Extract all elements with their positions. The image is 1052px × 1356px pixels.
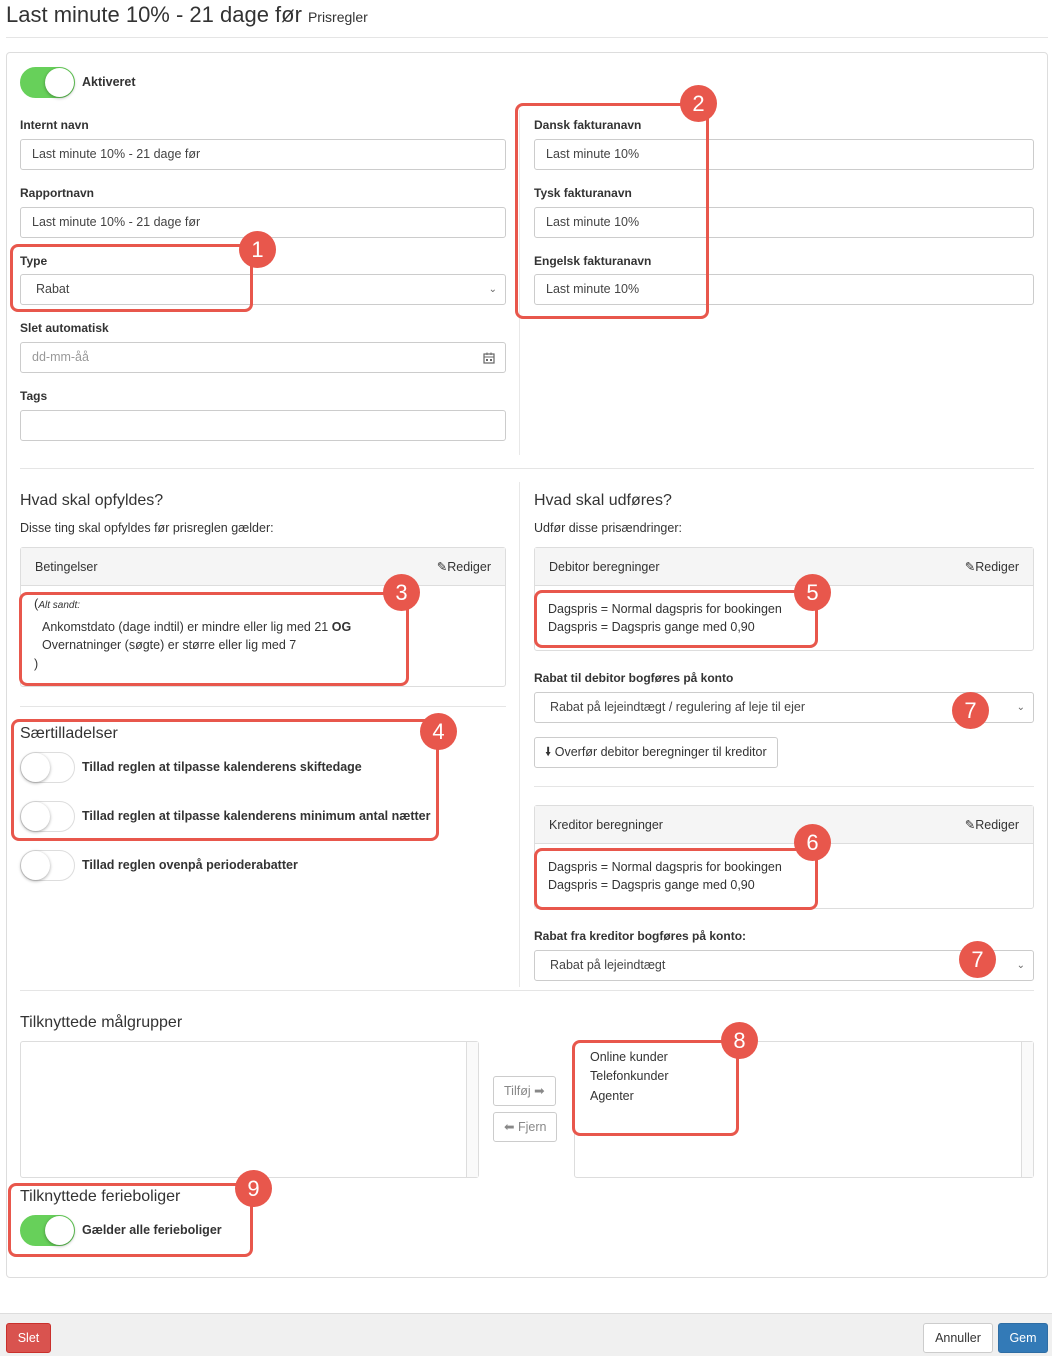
annotation-badge: 7 <box>952 692 989 729</box>
toggle-knob <box>21 851 50 880</box>
report-name-input[interactable]: Last minute 10% - 21 dage før <box>20 207 506 238</box>
scrollbar[interactable] <box>466 1042 478 1177</box>
internal-name-input[interactable]: Last minute 10% - 21 dage før <box>20 139 506 170</box>
annotation-badge: 1 <box>239 231 276 268</box>
annotation-highlight <box>19 592 409 686</box>
tags-input[interactable] <box>20 410 506 441</box>
edit-label: Rediger <box>975 818 1019 832</box>
arrow-circle-right-icon: ➡ <box>534 1084 545 1098</box>
annotation-badge: 7 <box>959 941 996 978</box>
conditions-subtitle: Disse ting skal opfyldes før prisreglen gælder: <box>20 521 274 535</box>
condition-row: Overnatninger (søgte) er større eller lig med 7 <box>42 638 297 652</box>
conditions-box-title: Betingelser <box>35 560 98 574</box>
list-item[interactable]: Online kunder <box>590 1050 668 1064</box>
chevron-down-icon: ⌄ <box>1016 702 1025 713</box>
min-nights-label: Tillad reglen at tilpasse kalenderens minimum antal nætter <box>82 809 431 823</box>
condition-row: Ankomstdato (dage indtil) er mindre eller lig med 21 OG <box>42 620 352 634</box>
annotation-highlight <box>515 103 709 319</box>
cancel-button[interactable]: Annuller <box>923 1323 993 1353</box>
arrow-down-icon: 🠛 <box>545 745 552 759</box>
german-invoice-label: Tysk fakturanavn <box>534 186 632 200</box>
divider <box>534 786 1034 787</box>
debtor-box-header <box>535 548 1033 586</box>
edit-label: Rediger <box>975 560 1019 574</box>
creditor-calc-line: Dagspris = Normal dagspris for bookingen <box>548 860 782 874</box>
english-invoice-label: Engelsk fakturanavn <box>534 254 652 268</box>
available-groups-list[interactable] <box>20 1041 479 1178</box>
english-invoice-input[interactable]: Last minute 10% <box>534 274 1034 305</box>
header-divider <box>6 37 1048 38</box>
type-label: Type <box>20 254 48 268</box>
section-divider <box>20 990 1034 991</box>
toggle-knob <box>45 68 74 97</box>
period-discounts-toggle[interactable] <box>20 850 75 881</box>
conditions-edit-link[interactable]: ✎Rediger <box>436 560 491 574</box>
remove-button[interactable]: ⬅ Fjern <box>493 1112 557 1142</box>
debtor-calc-line: Dagspris = Dagspris gange med 0,90 <box>548 620 755 634</box>
and-operator: OG <box>331 620 352 634</box>
danish-invoice-input[interactable]: Last minute 10% <box>534 139 1034 170</box>
debtor-calc-line: Dagspris = Normal dagspris for bookingen <box>548 602 782 616</box>
condition-group-open: (Alt sandt: <box>34 596 81 611</box>
page-subtitle: Prisregler <box>307 9 368 25</box>
list-item[interactable]: Telefonkunder <box>590 1069 669 1083</box>
internal-name-label: Internt navn <box>20 118 89 132</box>
auto-delete-date-input[interactable] <box>20 342 506 373</box>
delete-button[interactable]: Slet <box>6 1323 51 1353</box>
annotation-highlight <box>11 719 439 841</box>
annotation-highlight <box>534 590 818 648</box>
debtor-account-label: Rabat til debitor bogføres på konto <box>534 671 734 685</box>
actions-subtitle: Udfør disse prisændringer: <box>534 521 682 535</box>
permissions-title: Særtilladelser <box>20 725 118 742</box>
debtor-edit-link[interactable]: ✎Rediger <box>964 560 1019 574</box>
annotation-highlight <box>8 1183 253 1257</box>
annotation-badge: 8 <box>721 1022 758 1059</box>
creditor-box-title: Kreditor beregninger <box>549 818 663 832</box>
tags-label: Tags <box>20 389 48 403</box>
chevron-down-icon: ⌄ <box>488 284 497 295</box>
calendar-icon[interactable] <box>483 352 495 364</box>
annotation-badge: 6 <box>794 824 831 861</box>
condition-group-close: ) <box>34 657 39 671</box>
page-title: Last minute 10% - 21 dage før Prisregler <box>6 2 368 27</box>
scrollbar[interactable] <box>1021 1042 1033 1177</box>
divider <box>20 706 506 707</box>
footer-bar <box>0 1313 1052 1356</box>
annotation-badge: 5 <box>794 574 831 611</box>
german-invoice-input[interactable]: Last minute 10% <box>534 207 1034 238</box>
active-toggle[interactable] <box>20 67 75 98</box>
danish-invoice-label: Dansk fakturanavn <box>534 118 642 132</box>
conditions-box-header <box>21 548 505 586</box>
shift-days-label: Tillad reglen at tilpasse kalenderens skiftedage <box>82 760 362 774</box>
debtor-account-value: Rabat på lejeindtægt / regulering af leje til ejer <box>550 700 806 714</box>
arrow-circle-left-icon: ⬅ <box>504 1120 515 1134</box>
save-button[interactable]: Gem <box>998 1323 1048 1353</box>
debtor-box-title: Debitor beregninger <box>549 560 660 574</box>
auto-delete-label: Slet automatisk <box>20 321 109 335</box>
active-label: Aktiveret <box>82 75 136 89</box>
target-groups-title: Tilknyttede målgrupper <box>20 1014 183 1031</box>
annotation-badge: 3 <box>383 574 420 611</box>
annotation-badge: 2 <box>680 85 717 122</box>
edit-label: Rediger <box>447 560 491 574</box>
column-divider <box>519 482 520 987</box>
transfer-button[interactable]: 🠛 Overfør debitor beregninger til kreditor <box>534 737 778 768</box>
add-button[interactable]: Tilføj ➡ <box>493 1076 556 1106</box>
period-discounts-label: Tillad reglen ovenpå perioderabatter <box>82 858 298 872</box>
report-name-label: Rapportnavn <box>20 186 95 200</box>
holiday-homes-title: Tilknyttede ferieboliger <box>20 1188 181 1205</box>
list-item[interactable]: Agenter <box>590 1089 634 1103</box>
all-holiday-homes-label: Gælder alle ferieboliger <box>82 1223 222 1237</box>
creditor-edit-link[interactable]: ✎Rediger <box>964 818 1019 832</box>
annotation-highlight <box>10 244 253 312</box>
creditor-account-value: Rabat på lejeindtægt <box>550 958 666 972</box>
annotation-highlight <box>572 1040 739 1136</box>
chevron-down-icon: ⌄ <box>1016 960 1025 971</box>
annotation-highlight <box>534 848 818 910</box>
type-value: Rabat <box>36 282 70 296</box>
conditions-title: Hvad skal opfyldes? <box>20 492 164 509</box>
creditor-account-label: Rabat fra kreditor bogføres på konto: <box>534 929 747 943</box>
auto-delete-placeholder: dd-mm-åå <box>32 350 89 364</box>
annotation-badge: 4 <box>420 713 457 750</box>
creditor-box-header <box>535 806 1033 844</box>
actions-title: Hvad skal udføres? <box>534 492 672 509</box>
annotation-badge: 9 <box>235 1170 272 1207</box>
section-divider <box>20 468 1034 469</box>
creditor-calc-line: Dagspris = Dagspris gange med 0,90 <box>548 878 755 892</box>
